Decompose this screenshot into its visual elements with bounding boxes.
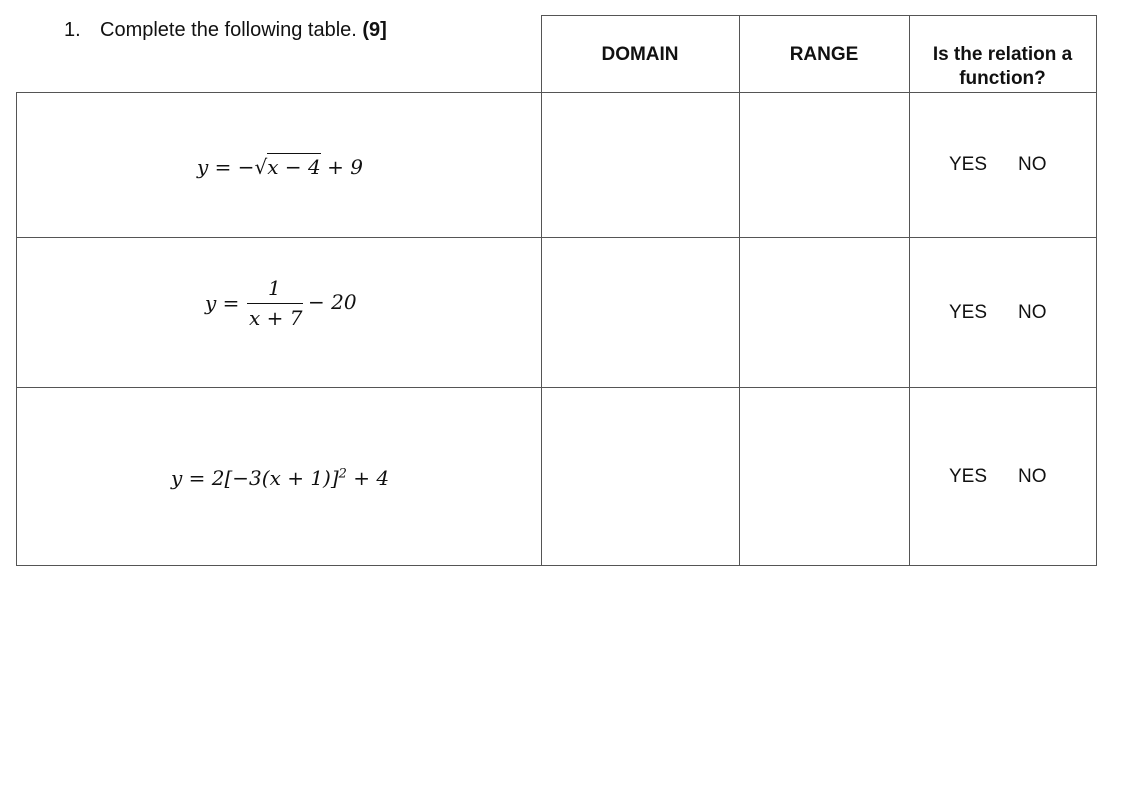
row1-domain-cell[interactable]: [542, 93, 739, 237]
question-heading: [64, 18, 387, 42]
row1-range-cell[interactable]: [740, 93, 909, 237]
grid-line-left: [16, 92, 17, 566]
row1-tail: + 9: [320, 155, 363, 179]
row2-yes-option[interactable]: YES: [949, 302, 988, 323]
row1-equals: = −: [208, 155, 255, 179]
row2-range-cell[interactable]: [740, 238, 909, 387]
row3-tail: + 4: [346, 466, 390, 490]
row1-no-option[interactable]: NO: [1018, 154, 1047, 175]
header-function-line1: Is the relation a: [932, 44, 1073, 65]
header-function-line2: function?: [959, 68, 1046, 89]
row2-equals: =: [216, 291, 240, 315]
row1-yes-no: [949, 154, 1047, 176]
row3-yes-no: [949, 466, 1047, 488]
row2-denominator: x + 7: [249, 306, 303, 330]
row3-no-option[interactable]: NO: [1018, 466, 1047, 487]
row1-equation: [197, 155, 363, 179]
sqrt-symbol-icon: √: [254, 155, 268, 179]
row1-radicand: x − 4: [267, 155, 321, 179]
row1-lhs: y: [197, 155, 209, 179]
row2-domain-cell[interactable]: [542, 238, 739, 387]
header-domain: DOMAIN: [601, 44, 679, 65]
header-range: RANGE: [789, 44, 859, 65]
row2-lhs-group: [205, 291, 239, 315]
question-marks: (9]: [362, 19, 387, 41]
grid-line-right: [1096, 15, 1097, 566]
row3-yes-option[interactable]: YES: [949, 466, 988, 487]
row3-exponent: 2: [338, 466, 347, 482]
row3-main: y = 2[−3(x + 1)]: [171, 466, 339, 490]
question-number: 1.: [64, 19, 81, 41]
row2-fraction-bar: [247, 303, 303, 304]
row2-numerator: 1: [268, 276, 281, 300]
row3-range-cell[interactable]: [740, 388, 909, 565]
grid-line-top-header: [541, 15, 1097, 16]
grid-line-bottom: [16, 565, 1097, 566]
grid-line-col3: [909, 15, 910, 566]
row1-yes-option[interactable]: YES: [949, 154, 988, 175]
row2-no-option[interactable]: NO: [1018, 302, 1047, 323]
header-function: [909, 43, 1096, 91]
question-text: Complete the following table.: [100, 19, 357, 41]
row2-yes-no: [949, 302, 1047, 324]
row3-domain-cell[interactable]: [542, 388, 739, 565]
row2-tail: − 20: [308, 290, 357, 314]
row3-equation: [171, 466, 389, 490]
row2-lhs: y: [205, 291, 217, 315]
